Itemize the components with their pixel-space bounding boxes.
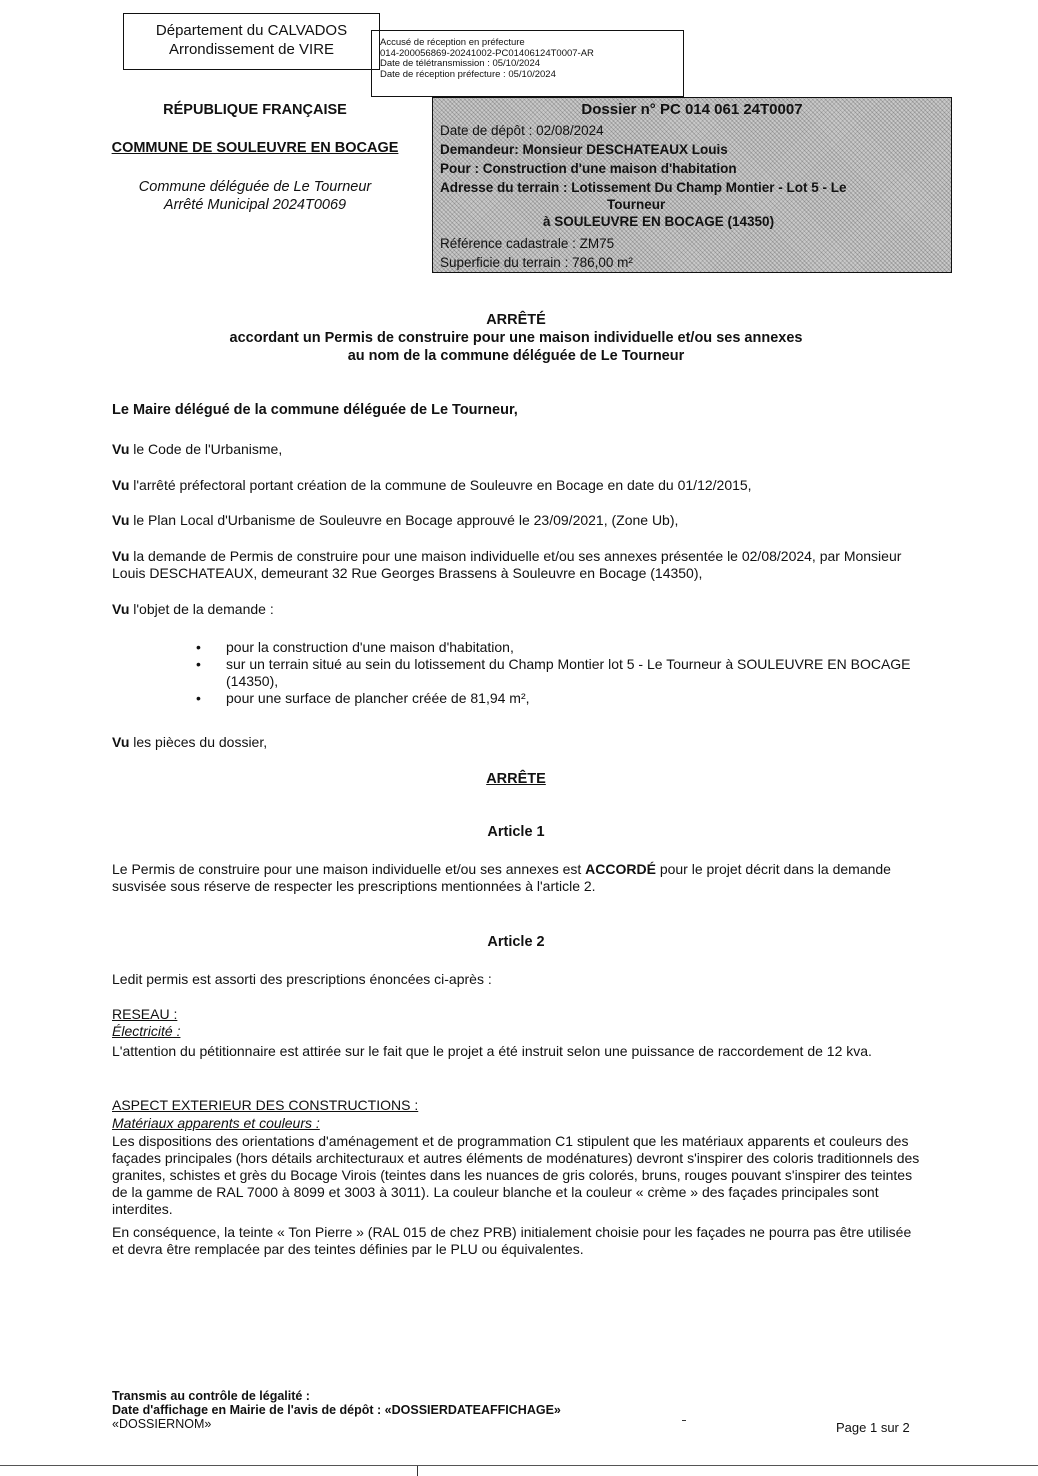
accorde-keyword: ACCORDÉ bbox=[585, 861, 656, 877]
stamp-line: Date de télétransmission : 05/10/2024 bbox=[380, 58, 541, 69]
page-number: Page 1 sur 2 bbox=[836, 1420, 910, 1435]
cadastral-reference: Référence cadastrale : ZM75 bbox=[440, 236, 615, 251]
reseau-heading: RESEAU : bbox=[112, 1006, 178, 1022]
date-depot: Date de dépôt : 02/08/2024 bbox=[440, 123, 604, 138]
decree-title-word: ARRÊTÉ bbox=[486, 312, 546, 328]
vu-text: la demande de Permis de construire pour une maison individuelle et/ou ses annexes présentée le 02/08/2024, par Monsieur Louis DESCHATEAUX, demeurant 32 Rue Georges Brassens à Souleuvre en Bocage (14350), bbox=[112, 548, 902, 581]
aspect-heading: ASPECT EXTERIEUR DES CONSTRUCTIONS : bbox=[112, 1097, 419, 1113]
stamp-line: Accusé de réception en préfecture bbox=[380, 37, 525, 48]
dossier-info-box bbox=[432, 97, 952, 273]
mayor-statement: Le Maire délégué de la commune déléguée de Le Tourneur, bbox=[112, 402, 518, 418]
arrete-heading: ARRÊTE bbox=[486, 771, 546, 787]
commune-heading: COMMUNE DE SOULEUVRE EN BOCAGE bbox=[111, 140, 399, 156]
vu-text: les pièces du dossier, bbox=[129, 734, 268, 750]
divider bbox=[682, 1420, 686, 1421]
vu-text: le Plan Local d'Urbanisme de Souleuvre en Bocage approuvé le 23/09/2021, (Zone Ub), bbox=[129, 512, 679, 528]
delegated-commune: Commune déléguée de Le Tourneur bbox=[138, 179, 372, 195]
dossier-number: Dossier n° PC 014 061 24T0007 bbox=[581, 101, 803, 118]
vu-arrete-prefectoral bbox=[112, 477, 920, 494]
article1-text-part: Le Permis de construire pour une maison individuelle et/ou ses annexes est bbox=[112, 861, 586, 877]
consequence-text: En conséquence, la teinte « Ton Pierre » (RAL 015 de chez PRB) initialement choisie pour les façades ne pourra pas être utilisée et devra être remplacée par des teintes définies par le PLU ou équivalentes. bbox=[112, 1224, 912, 1257]
vu-text: l'arrêté préfectoral portant création de la commune de Souleuvre en Bocage en date du 01/12/2015, bbox=[129, 477, 752, 493]
article2-intro: Ledit permis est assorti des prescriptions énoncées ci-après : bbox=[112, 971, 492, 987]
vu-code-urbanisme bbox=[112, 441, 920, 458]
vu-label: Vu bbox=[112, 601, 130, 617]
vu-label: Vu bbox=[112, 477, 130, 493]
vu-label: Vu bbox=[112, 734, 130, 750]
dossier-name-field: «DOSSIERNOM» bbox=[112, 1417, 212, 1431]
municipal-decree-number: Arrêté Municipal 2024T0069 bbox=[163, 197, 347, 213]
article1-heading: Article 1 bbox=[487, 824, 545, 840]
footer-block bbox=[112, 1389, 561, 1431]
project-purpose: Pour : Construction d'une maison d'habitation bbox=[440, 161, 737, 176]
decree-title bbox=[112, 311, 920, 365]
decree-subtitle-2: au nom de la commune déléguée de Le Tourneur bbox=[347, 348, 685, 364]
arrondissement-name: Arrondissement de VIRE bbox=[168, 41, 335, 58]
posting-date: Date d'affichage en Mairie de l'avis de dépôt : «DOSSIERDATEAFFICHAGE» bbox=[112, 1403, 561, 1417]
decree-subtitle-1: accordant un Permis de construire pour une maison individuelle et/ou ses annexes bbox=[229, 330, 803, 346]
stamp-line: Date de réception préfecture : 05/10/2024 bbox=[380, 68, 556, 80]
stamp-line: 014-200056869-20241002-PC01406124T0007-AR bbox=[380, 47, 594, 59]
vu-demande bbox=[112, 548, 920, 582]
demandeur: Demandeur: Monsieur DESCHATEAUX Louis bbox=[440, 142, 728, 157]
article2-heading: Article 2 bbox=[487, 934, 545, 950]
terrain-area: Superficie du terrain : 786,00 m² bbox=[440, 255, 633, 270]
electricite-text: L'attention du pétitionnaire est attirée sur le fait que le projet a été instruit selon une puissance de raccordement de 12 kva. bbox=[112, 1043, 872, 1059]
terrain-address-line3: à SOULEUVRE EN BOCAGE (14350) bbox=[543, 214, 775, 229]
terrain-address: Adresse du terrain : Lotissement Du Champ Montier - Lot 5 - Le bbox=[440, 180, 847, 195]
article1-text bbox=[112, 861, 920, 895]
electricite-heading: Électricité : bbox=[112, 1023, 181, 1039]
vu-pieces bbox=[112, 734, 920, 751]
vu-objet bbox=[112, 601, 920, 618]
scan-mark bbox=[417, 1466, 418, 1476]
objet-list bbox=[112, 639, 920, 707]
department-name: Département du CALVADOS bbox=[155, 22, 348, 39]
vu-label: Vu bbox=[112, 441, 130, 457]
vu-label: Vu bbox=[112, 512, 130, 528]
list-item: • sur un terrain situé au sein du lotissement du Champ Montier lot 5 - Le Tourneur à SOULEUVRE EN BOCAGE (14350), bbox=[112, 656, 920, 690]
bottom-divider bbox=[0, 1465, 1038, 1466]
vu-text: l'objet de la demande : bbox=[129, 601, 274, 617]
article1-text-part: pour le projet décrit dans la demande susvisée sous réserve de respecter les prescriptions mentionnées à l'article 2. bbox=[112, 861, 891, 894]
list-item: • pour une surface de plancher créée de 81,94 m², bbox=[112, 690, 920, 707]
vu-text: le Code de l'Urbanisme, bbox=[129, 441, 283, 457]
department-box bbox=[123, 13, 380, 70]
reception-stamp bbox=[371, 30, 684, 97]
terrain-address-line2: Tourneur bbox=[607, 197, 666, 212]
legality-control: Transmis au contrôle de légalité : bbox=[112, 1389, 310, 1403]
materiaux-heading: Matériaux apparents et couleurs : bbox=[112, 1115, 320, 1131]
vu-label: Vu bbox=[112, 548, 130, 564]
delegated-commune-block bbox=[90, 178, 420, 214]
list-item: • pour la construction d'une maison d'habitation, bbox=[112, 639, 920, 656]
republic-heading: RÉPUBLIQUE FRANÇAISE bbox=[163, 102, 347, 118]
materiaux-text: Les dispositions des orientations d'aménagement et de programmation C1 stipulent que les matériaux apparents et couleurs des façades principales (hors détails architecturaux et autres éléments de modénatures) devront s'inspirer des coloris traditionnels des granites, schistes et grès du Bocage Virois (teintes dans les nuances de gris colorés, bruns, rouges pouvant s'inspirer des teintes de la gamme de RAL 7000 à 8099 et 3003 à 3011). La couleur blanche et la couleur « crème » des façades principales sont interdites. bbox=[112, 1133, 920, 1217]
vu-plu bbox=[112, 512, 920, 529]
